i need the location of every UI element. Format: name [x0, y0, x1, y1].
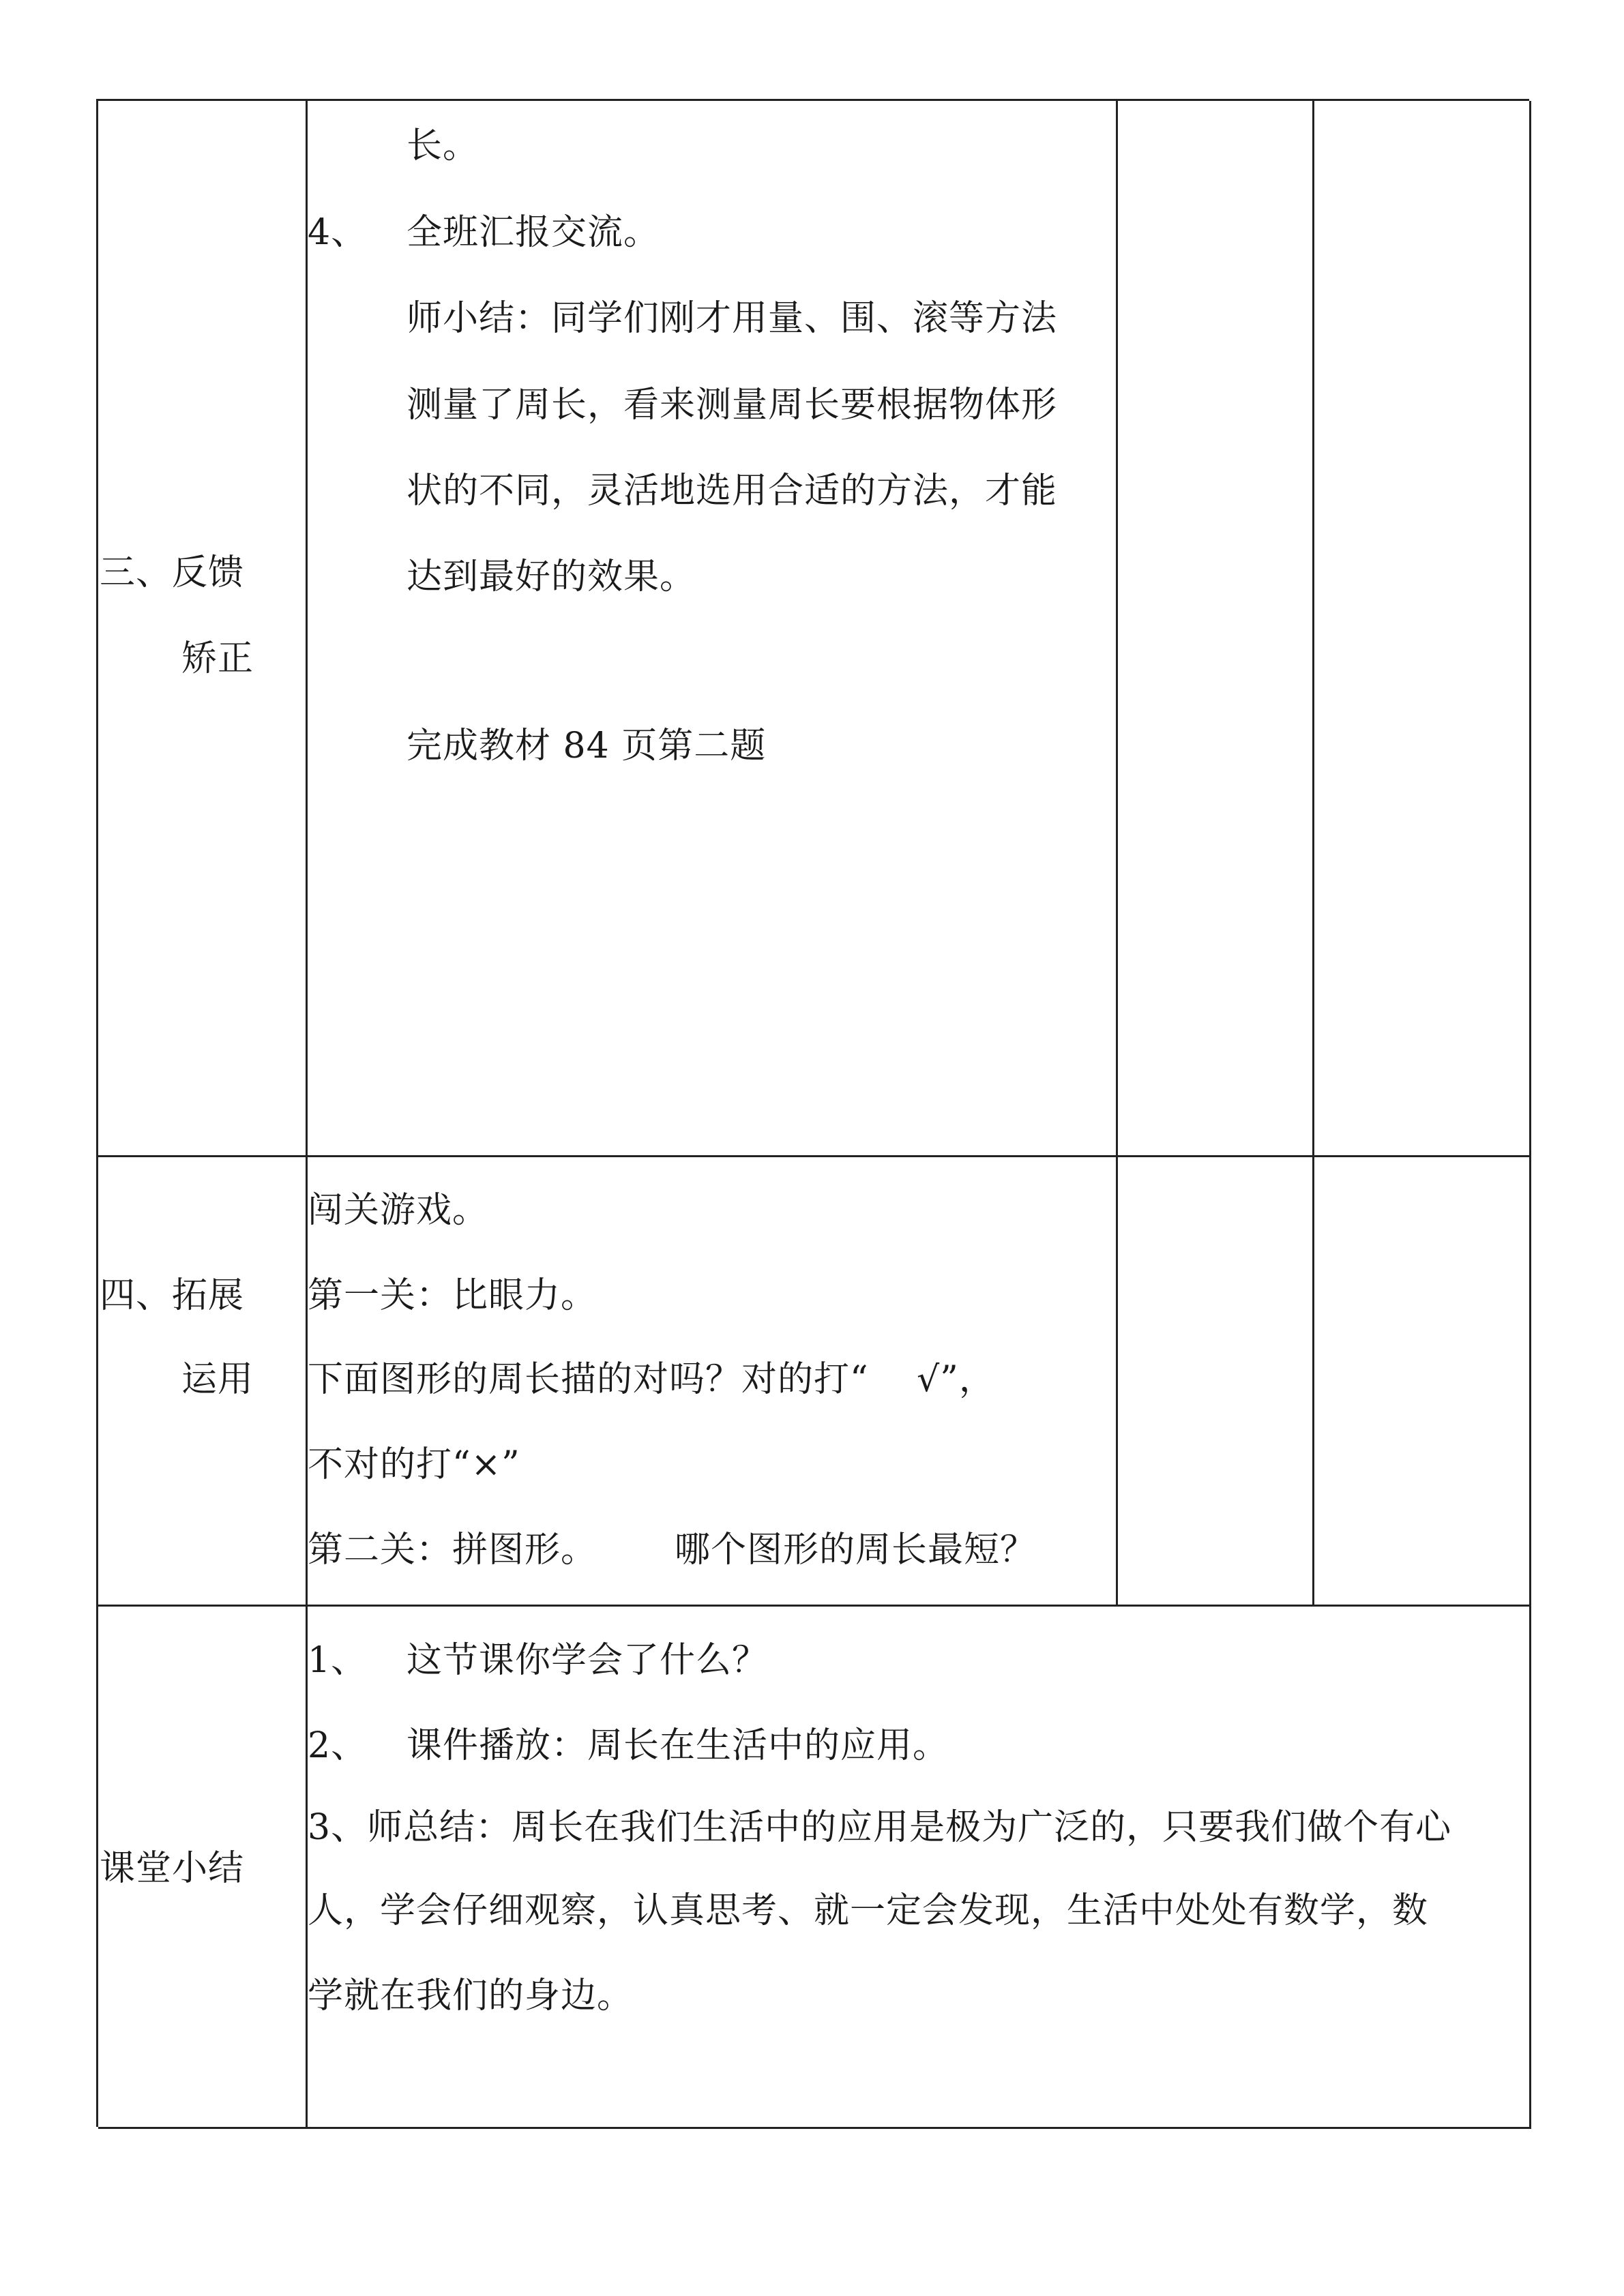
stage-label-summary: 课堂小结 — [100, 1848, 245, 1889]
empty-cell-feedback-b — [1314, 101, 1531, 1157]
feedback-exercise: 完成教材 84 页第二题 — [407, 726, 767, 766]
stage-label-extension-line2: 运用 — [181, 1359, 254, 1400]
feedback-summary-line-2: 测量了周长，看来测量周长要根据物体形 — [407, 385, 1058, 426]
content-cell-summary — [308, 1607, 1531, 2129]
extension-line-3: 下面图形的周长描的对吗？对的打“ √”， — [308, 1359, 995, 1400]
stage-label-feedback-line2: 矫正 — [181, 638, 254, 679]
feedback-item-text: 全班汇报交流。 — [407, 212, 660, 253]
summary-item-1-number: 1、 — [308, 1640, 368, 1681]
empty-cell-extension-b — [1314, 1157, 1531, 1607]
extension-line-5: 第二关：拼图形。 — [308, 1530, 597, 1570]
stage-cell-feedback — [98, 101, 308, 1157]
summary-item-3-line-3: 学就在我们的身边。 — [308, 1976, 634, 2016]
feedback-item-number: 4、 — [308, 212, 368, 253]
extension-line-4: 不对的打“×” — [308, 1444, 520, 1485]
summary-item-1-text: 这节课你学会了什么？ — [407, 1640, 769, 1681]
empty-cell-feedback-a — [1118, 101, 1314, 1157]
feedback-summary-line-4: 达到最好的效果。 — [407, 556, 696, 597]
empty-cell-extension-a — [1118, 1157, 1314, 1607]
feedback-summary-line-1: 师小结：同学们刚才用量、围、滚等方法 — [407, 298, 1058, 339]
extension-line-6: 哪个图形的周长最短？ — [675, 1530, 1037, 1570]
stage-label-feedback-line1: 三、反馈 — [100, 552, 245, 593]
stage-label-extension-line1: 四、拓展 — [100, 1275, 245, 1316]
extension-line-1: 闯关游戏。 — [308, 1190, 489, 1231]
extension-line-2: 第一关：比眼力。 — [308, 1275, 597, 1316]
feedback-line-1: 长。 — [407, 125, 479, 166]
summary-item-2-text: 课件播放：周长在生活中的应用。 — [407, 1725, 949, 1766]
summary-item-3-line-1: 3、师总结：周长在我们生活中的应用是极为广泛的，只要我们做个有心 — [308, 1807, 1452, 1848]
summary-item-2-number: 2、 — [308, 1725, 368, 1766]
summary-item-3-line-2: 人，学会仔细观察，认真思考、就一定会发现，生活中处处有数学，数 — [308, 1890, 1429, 1931]
content-cell-feedback — [308, 101, 1118, 1157]
feedback-summary-line-3: 状的不同，灵活地选用合适的方法，才能 — [407, 471, 1058, 511]
